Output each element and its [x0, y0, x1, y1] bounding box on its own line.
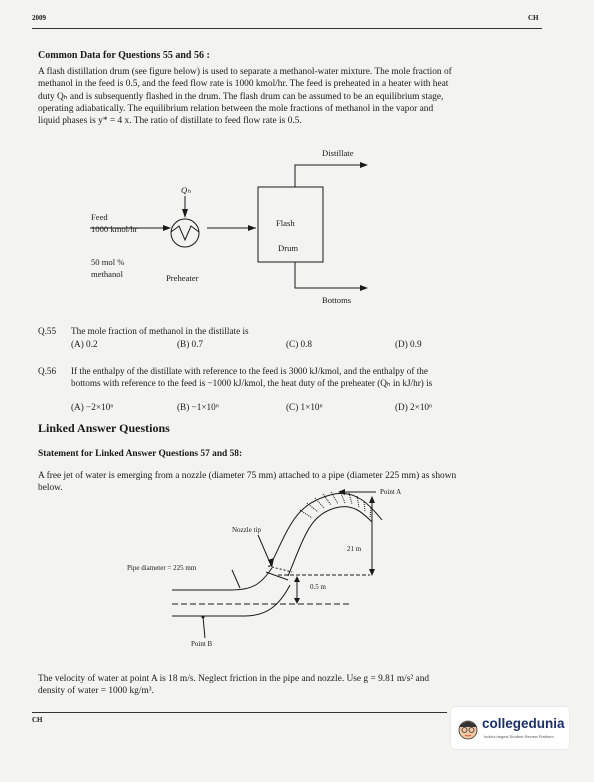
common-data-line: A flash distillation drum (see figure below) is used to separate a methanol-water mixture. The mole fraction of	[38, 67, 452, 77]
height-05-top-arrowhead	[294, 576, 300, 582]
point-a-label: Point A	[380, 488, 402, 496]
height-21-top-arrowhead	[369, 496, 375, 503]
common-data-line: duty Qₕ and is subsequently flashed in the drum. The flash drum can be assumed to be an equilibrium stage,	[38, 91, 444, 102]
distillate-label: Distillate	[322, 148, 354, 158]
point-b-leader	[203, 617, 205, 638]
preheater-label: Preheater	[166, 273, 199, 283]
composition-label: 50 mol %	[91, 257, 125, 267]
q55-option-c[interactable]: (C) 0.8	[286, 339, 313, 349]
feed-label: Feed	[91, 212, 108, 222]
point-b-label: Point B	[191, 640, 213, 648]
q55-text: The mole fraction of methanol in the distillate is	[71, 326, 249, 336]
linked-line1: A free jet of water is emerging from a nozzle (diameter 75 mm) attached to a pipe (diameter 225 mm) as shown	[38, 471, 457, 481]
footer-rule	[32, 712, 447, 713]
qh-label: Qₕ	[181, 185, 191, 195]
statement-title: Statement for Linked Answer Questions 57 and 58:	[38, 449, 243, 459]
methanol-label: methanol	[91, 269, 123, 279]
pipe-diameter-label: Pipe diameter = 225 mm	[127, 564, 197, 572]
jet-outer-curve	[270, 493, 382, 566]
nozzle-tip-label: Nozzle tip	[232, 526, 261, 534]
q56-option-b[interactable]: (B) −1×10⁶	[177, 402, 219, 412]
bottoms-label: Bottoms	[322, 295, 352, 305]
logo-tagline: India's largest Student Review Platform	[484, 734, 554, 739]
q56-line2: bottoms with reference to the feed is −1000 kJ/kmol, the heat duty of the preheater (Qₕ in kJ/hr) is	[71, 378, 433, 388]
footer-code: CH	[32, 716, 43, 724]
pipe-diameter-leader	[232, 570, 240, 588]
linked-line2: below.	[38, 483, 63, 493]
collegedunia-logo[interactable]	[451, 707, 569, 749]
q55-option-a[interactable]: (A) 0.2	[71, 339, 98, 349]
student-mascot-icon	[456, 714, 480, 742]
height-21-label: 21 m	[347, 545, 362, 553]
drum-label: Drum	[278, 243, 299, 253]
common-data-line: operating adiabatically. The equilibrium relation between the mole fractions of methanol in the vapor and	[38, 103, 434, 114]
logo-name: collegedunia	[482, 716, 565, 731]
common-data-title: Common Data for Questions 55 and 56 :	[38, 50, 210, 61]
q56-option-c[interactable]: (C) 1×10⁶	[286, 402, 323, 412]
height-05-bottom-arrowhead	[294, 598, 300, 604]
q56-option-a[interactable]: (A) −2×10⁶	[71, 402, 114, 412]
q55-option-b[interactable]: (B) 0.7	[177, 339, 204, 349]
jet-hatching	[300, 491, 371, 518]
common-data-line: methanol in the feed is 0.5, and the feed flow rate is 1000 kmol/hr. The feed is preheated in a heater with heat	[38, 79, 449, 90]
nozzle-tip-line	[266, 572, 288, 580]
q56-option-d[interactable]: (D) 2×10⁶	[395, 402, 433, 412]
common-data-line: liquid phases is y* = 4 x. The ratio of distillate to feed flow rate is 0.5.	[38, 116, 302, 127]
closing-line1: The velocity of water at point A is 18 m/s. Neglect friction in the pipe and nozzle. Use g = 9.81 m/s² and	[38, 674, 430, 684]
header-year: 2009	[32, 14, 46, 22]
point-b-marker	[202, 616, 205, 619]
flash-label: Flash	[276, 218, 295, 228]
point-a-arrowhead	[338, 489, 345, 495]
jet-inner-curve	[288, 507, 372, 576]
q55-option-d[interactable]: (D) 0.9	[395, 339, 422, 349]
q56-number: Q.56	[38, 366, 57, 376]
feed-rate-label: 1000 kmol/hr	[91, 224, 138, 234]
q56-line1: If the enthalpy of the distillate with reference to the feed is 3000 kJ/kmol, and the enthalpy of the	[71, 366, 428, 376]
height-05-label: 0.5 m	[310, 583, 326, 591]
closing-line2: density of water = 1000 kg/m³.	[38, 686, 154, 696]
linked-title: Linked Answer Questions	[38, 421, 170, 435]
header-code: CH	[528, 14, 539, 22]
q55-number: Q.55	[38, 326, 57, 336]
